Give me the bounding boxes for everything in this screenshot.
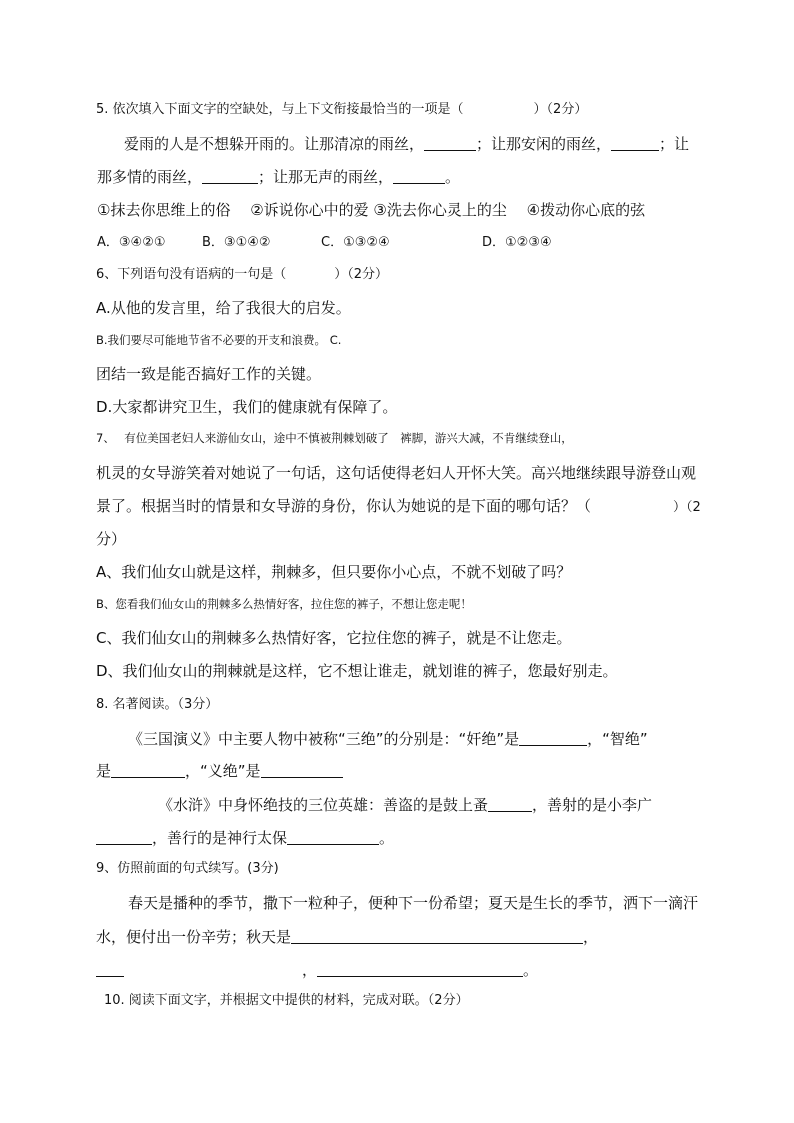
q5-option-b[interactable]: B．③①④② [202, 235, 271, 250]
q8-text: ，善射的是小李广 [532, 796, 653, 814]
q5-passage-part: ；让 [659, 135, 690, 153]
answer-blank[interactable] [317, 962, 523, 977]
q5-passage-part: 。 [445, 168, 461, 186]
q9-line2 [96, 929, 598, 945]
q8-text: ，“义绝”是 [185, 762, 261, 780]
answer-blank[interactable] [291, 929, 583, 944]
q7-line3-score: ）（2 [673, 500, 701, 515]
q6-option-a[interactable]: A.从他的发言里，给了我很大的启发。 [96, 299, 351, 317]
answer-blank[interactable] [111, 763, 185, 778]
q6-stem-text: 6、下列语句没有语病的一句是（ [96, 267, 287, 282]
q5-passage-part: ；让那无声的雨丝， [258, 168, 394, 186]
q6-option-c[interactable]: 团结一致是能否搞好工作的关键。 [96, 365, 322, 383]
q9-line3 [96, 962, 538, 978]
q5-option-a[interactable]: A．③④②① [97, 235, 166, 250]
q6-stem [96, 268, 388, 281]
q8-line1 [128, 731, 648, 747]
answer-blank[interactable] [96, 962, 124, 977]
answer-blank[interactable] [424, 136, 476, 151]
q6-option-d[interactable]: D.大家都讲究卫生，我们的健康就有保障了。 [96, 398, 398, 416]
q7-option-b[interactable]: B、您看我们仙女山的荆棘多么热情好客，拉住您的裤子，不想让您走呢！ [96, 597, 472, 611]
answer-blank[interactable] [202, 169, 258, 184]
q9-text: ， [583, 928, 599, 946]
q10-stem: 10. 阅读下面文字，并根据文中提供的材料，完成对联。（2分） [104, 993, 469, 1008]
answer-blank[interactable] [287, 830, 379, 845]
q8-text: 《三国演义》中主要人物中被称“三绝”的分别是：“奸绝”是 [128, 730, 520, 748]
q5-stem-text: 5. 依次填入下面文字的空缺处，与上下文衔接最恰当的一项是（ [96, 102, 464, 117]
q7-line1: 7、 有位美国老妇人来游仙女山，途中不慎被荆棘划破了 裤脚，游兴大减，不肯继续登山， [96, 431, 573, 445]
q6-option-b[interactable]: B.我们要尽可能地节省不必要的开支和浪费。 C. [96, 333, 342, 347]
answer-blank[interactable] [96, 830, 152, 845]
q5-passage-part: 那多情的雨丝， [97, 168, 203, 186]
q8-text: 《水浒》中身怀绝技的三位英雄：善盗的是鼓上蚤 [158, 796, 489, 814]
q5-passage-line2 [97, 169, 460, 185]
q7-option-c[interactable]: C、我们仙女山的荆棘多么热情好客，它拉住您的裤子，就是不让您走。 [96, 629, 572, 647]
answer-blank[interactable] [393, 169, 445, 184]
q8-line2 [96, 763, 343, 779]
q5-stem [96, 103, 587, 116]
q8-text: ，善行的是神行太保 [152, 829, 288, 847]
q7-line4: 分） [96, 530, 127, 548]
q9-stem: 9、仿照前面的句式续写。(3分) [96, 861, 279, 876]
q8-text: 。 [379, 829, 395, 847]
q9-line1: 春天是播种的季节，撒下一粒种子，便种下一份希望；夏天是生长的季节，洒下一滴汗 [128, 894, 699, 912]
q5-items: ①抹去你思维上的俗 ②诉说你心中的爱 ③洗去你心灵上的尘 ④拨动你心底的弦 [97, 201, 646, 219]
q9-text: 水，便付出一份辛劳；秋天是 [96, 928, 292, 946]
q7-line2: 机灵的女导游笑着对她说了一句话，这句话使得老妇人开怀大笑。高兴地继续跟导游登山观 [96, 464, 697, 482]
answer-blank[interactable] [519, 731, 587, 746]
answer-blank[interactable] [611, 136, 659, 151]
q6-stem-score: ）（2分） [334, 267, 389, 282]
q8-line3 [158, 797, 652, 813]
q5-stem-score: ）（2分） [533, 102, 588, 117]
q5-passage-part: ；让那安闲的雨丝， [476, 135, 612, 153]
q8-stem: 8. 名著阅读。（3分） [96, 697, 219, 712]
q9-text: ， [302, 961, 318, 979]
q8-line4 [96, 830, 394, 846]
q7-option-d[interactable]: D、我们仙女山的荆棘就是这样，它不想让谁走，就划谁的裤子，您最好别走。 [96, 662, 618, 680]
q7-line3 [96, 499, 701, 514]
q9-text: 。 [523, 961, 539, 979]
q7-line3-text: 景了。根据当时的情景和女导游的身份，你认为她说的是下面的哪句话？（ [96, 497, 592, 515]
q8-text: 是 [96, 762, 112, 780]
q7-option-a[interactable]: A、我们仙女山就是这样，荆棘多，但只要你小心点，不就不划破了吗？ [96, 563, 572, 581]
q5-option-d[interactable]: D．①②③④ [482, 235, 552, 250]
answer-blank[interactable] [261, 763, 343, 778]
q5-option-c[interactable]: C．①③②④ [321, 235, 390, 250]
q8-text: ，“智绝” [587, 730, 648, 748]
q5-passage-part: 爱雨的人是不想躲开雨的。让那清凉的雨丝， [124, 135, 425, 153]
q5-passage-line1 [124, 136, 689, 152]
answer-blank[interactable] [488, 797, 532, 812]
